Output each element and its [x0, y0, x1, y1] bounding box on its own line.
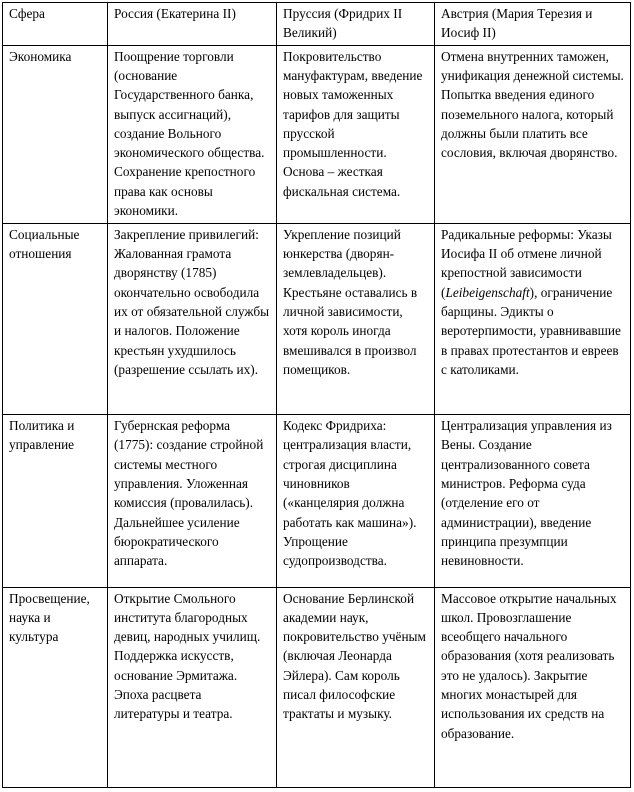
cell-prussia: Кодекс Фридриха: централизация власти, строгая дисциплина чиновников («канцелярия должна работать как машина»). Упрощение судопроизводства.: [277, 415, 435, 587]
cell-austria: Массовое открытие начальных школ. Провозглашение всеобщего начального образования (хотя реализовать это не удалось). Закрытие многих монастырей для использования их средств на образование.: [435, 587, 631, 787]
cell-sphere: Экономика: [3, 45, 108, 223]
cell-austria-text-before: Радикальные реформы: Указы Иосифа II об отмене личной крепостной зависимости (: [441, 226, 612, 300]
cell-austria-italic-term: Leibeigenschaft: [445, 284, 530, 300]
cell-austria: Централизация управления из Вены. Создание централизованного совета министров. Реформа суда (отделение его от администрации), введение принципа презумпции невиновности.: [435, 415, 631, 587]
cell-russia: Закрепление привилегий: Жалованная грамота дворянству (1785) окончательно освободила их от обязательной службы и налогов. Положение крестьян ухудшилось (разрешение ссылать их).: [108, 223, 277, 414]
header-prussia: Пруссия (Фридрих II Великий): [277, 3, 435, 46]
reforms-comparison-table: [2, 2, 631, 788]
cell-russia: Губернская реформа (1775): создание стройной системы местного управления. Уложенная комиссия (провалилась). Дальнейшее усиление бюрократического аппарата.: [108, 415, 277, 587]
cell-austria-text-after: ), ограничение барщины. Эдикты о веротерпимости, уравнивавшие в правах протестантов и евреев с католиками.: [441, 284, 621, 377]
table-row-social: [3, 223, 631, 414]
cell-sphere: Просвещение, наука и культура: [3, 587, 108, 787]
cell-prussia: Основание Берлинской академии наук, покровительство учёным (включая Леонарда Эйлера). Сам король писал философские трактаты и музыку.: [277, 587, 435, 787]
cell-sphere: Социальные отношения: [3, 223, 108, 414]
table-header-row: [3, 3, 631, 46]
cell-russia: Поощрение торговли (основание Государственного банка, выпуск ассигнаций), создание Вольного экономического общества. Сохранение крепостного права как основы экономики.: [108, 45, 277, 223]
header-austria: Австрия (Мария Терезия и Иосиф II): [435, 3, 631, 46]
cell-austria: Отмена внутренних таможен, унификация денежной системы. Попытка введения единого поземельного налога, который должны были платить все сословия, включая дворянство.: [435, 45, 631, 223]
cell-austria: [435, 223, 631, 414]
header-russia: Россия (Екатерина II): [108, 3, 277, 46]
table-row-politics: [3, 415, 631, 587]
header-sphere: Сфера: [3, 3, 108, 46]
cell-russia: Открытие Смольного института благородных девиц, народных училищ. Поддержка искусств, основание Эрмитажа. Эпоха расцвета литературы и театра.: [108, 587, 277, 787]
cell-prussia: Покровительство мануфактурам, введение новых таможенных тарифов для защиты прусской промышленности. Основа – жесткая фискальная система.: [277, 45, 435, 223]
table-row-economy: [3, 45, 631, 223]
cell-sphere: Политика и управление: [3, 415, 108, 587]
cell-prussia: Укрепление позиций юнкерства (дворян-землевладельцев). Крестьяне оставались в личной зависимости, хотя король иногда вмешивался в произвол помещиков.: [277, 223, 435, 414]
table-row-enlightenment: [3, 587, 631, 787]
